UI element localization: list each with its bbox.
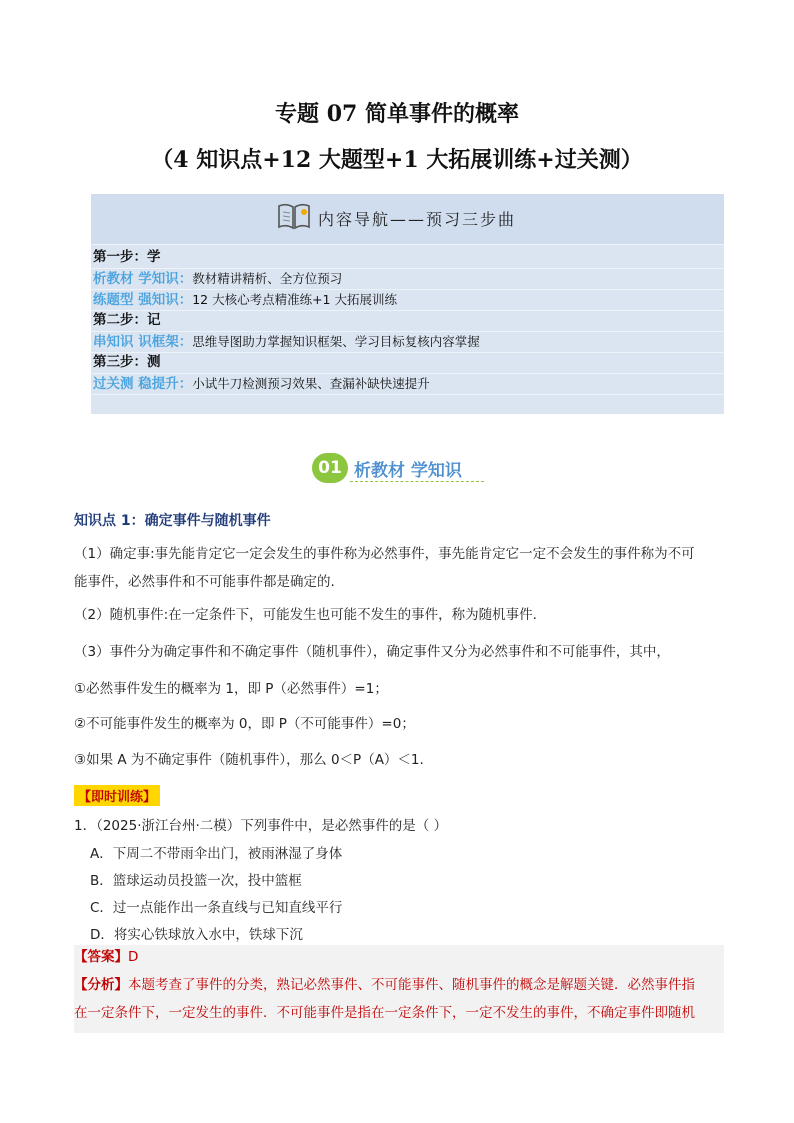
section-title: 析教材 学知识: [354, 460, 462, 481]
practice-tag: 【即时训练】: [74, 785, 160, 806]
paragraph-6: ③如果 A 为不确定事件（随机事件），那么 0＜P（A）＜1.: [74, 752, 424, 768]
nav-step-3: 第三步：测: [91, 352, 724, 374]
nav-step-1: 第一步：学: [91, 247, 724, 269]
analysis-line-2: 在一定条件下，一定发生的事件．不可能事件是指在一定条件下，一定不发生的事件，不确定事件即随机: [74, 1005, 695, 1021]
nav-row-test: 过关测 稳提升：小试牛刀检测预习效果、查漏补缺快速提升: [91, 373, 724, 395]
nav-header: [91, 194, 724, 245]
content-navigation-box: [91, 194, 724, 414]
nav-step-2: 第二步：记: [91, 310, 724, 332]
nav-header-text: 内容导航——预习三步曲: [318, 209, 517, 229]
option-b: B．篮球运动员投篮一次，投中篮框: [90, 873, 302, 889]
page-subtitle: （4 知识点+12 大题型+1 大拓展训练+过关测）: [151, 147, 643, 173]
paragraph-1a: （1）确定事:事先能肯定它一定会发生的事件称为必然事件，事先能肯定它一定不会发生的事件称为不可: [74, 546, 695, 562]
analysis-line-1: 【分析】本题考查了事件的分类，熟记必然事件、不可能事件、随机事件的概念是解题关键．必然事件指: [74, 977, 695, 993]
paragraph-4: ①必然事件发生的概率为 1，即 P（必然事件）=1；: [74, 681, 388, 697]
knowledge-point-title: 知识点 1：确定事件与随机事件: [74, 513, 271, 529]
question-stem: 1．（2025·浙江台州·二模）下列事件中，是必然事件的是（ ）: [74, 818, 448, 834]
paragraph-3: （3）事件分为确定事件和不确定事件（随机事件），确定事件又分为必然事件和不可能事件，其中，: [74, 644, 670, 660]
answer-line: 【答案】D: [74, 949, 139, 965]
nav-row-practice: 练题型 强知识：12 大核心考点精准练+1 大拓展训练: [91, 289, 724, 311]
paragraph-2: （2）随机事件:在一定条件下，可能发生也可能不发生的事件，称为随机事件.: [74, 607, 537, 623]
option-c: C．过一点能作出一条直线与已知直线平行: [90, 900, 343, 916]
nav-row-learn: 析教材 学知识：教材精讲精析、全方位预习: [91, 268, 724, 290]
paragraph-1b: 能事件，必然事件和不可能事件都是确定的.: [74, 574, 335, 590]
option-a: A．下周二不带雨伞出门，被雨淋湿了身体: [90, 846, 343, 862]
paragraph-5: ②不可能事件发生的概率为 0，即 P（不可能事件）=0；: [74, 716, 415, 732]
option-d: D．将实心铁球放入水中，铁球下沉: [90, 927, 303, 943]
section-underline: [350, 481, 484, 482]
section-number: 01: [312, 453, 348, 483]
open-book-icon: [276, 200, 312, 236]
nav-row-framework: 串知识 识框架：思维导图助力掌握知识框架、学习目标复核内容掌握: [91, 331, 724, 353]
page-title: 专题 07 简单事件的概率: [275, 101, 519, 127]
